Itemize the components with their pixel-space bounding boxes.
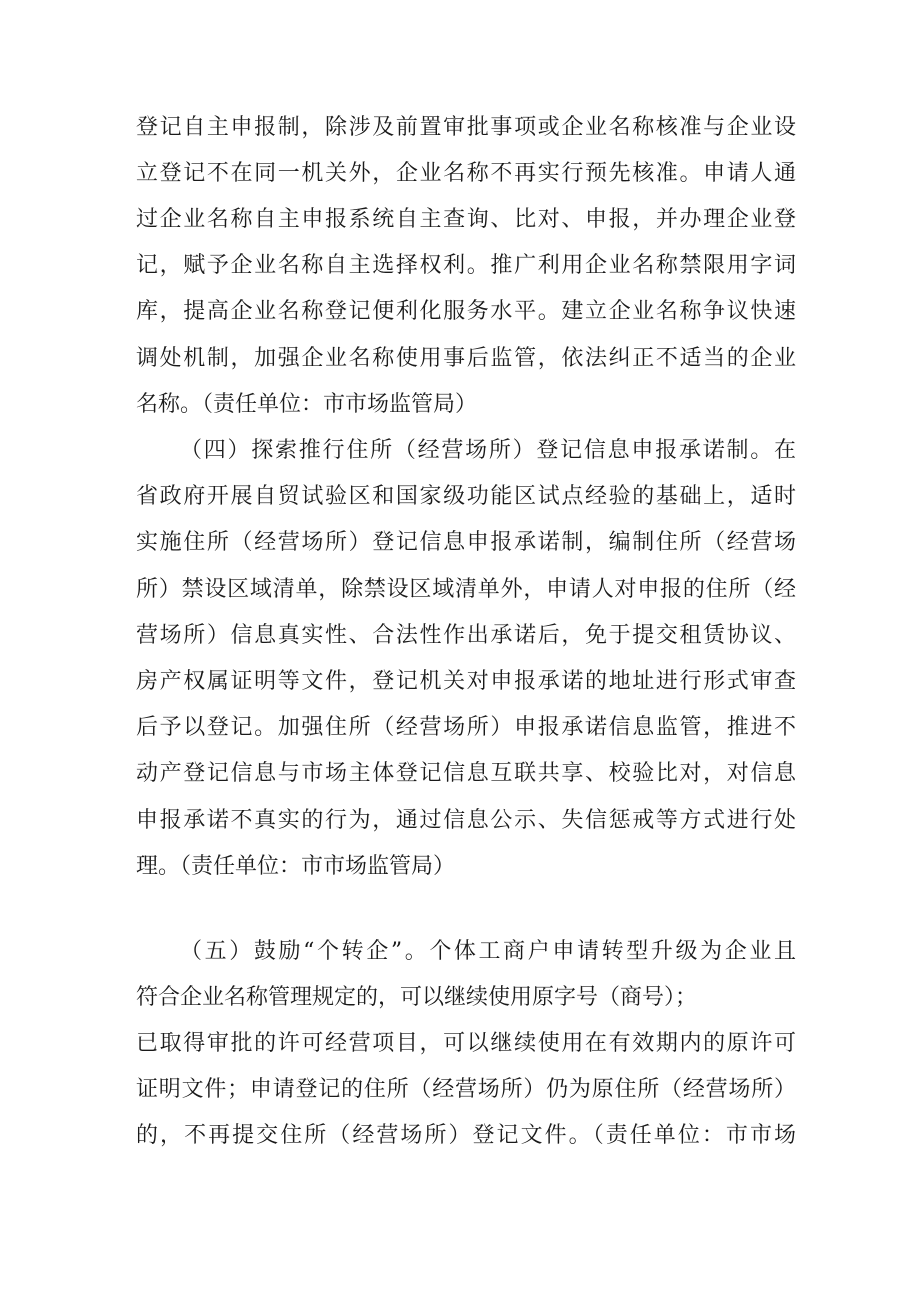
text-line: 名称。（责任单位：市市场监管局）: [136, 392, 478, 417]
text-line: 的，不再提交住所（经营场所）登记文件。（责任单位：市市场: [136, 1123, 796, 1148]
text-line: 库，提高企业名称登记便利化服务水平。建立企业名称争议快速: [136, 299, 796, 324]
text-line: 证明文件；申请登记的住所（经营场所）仍为原住所（经营场所）: [136, 1077, 796, 1102]
text-line: 已取得审批的许可经营项目，可以继续使用在有效期内的原许可: [136, 1031, 796, 1056]
section-heading-line: （四）探索推行住所（经营场所）登记信息申报承诺制。在: [180, 438, 796, 463]
section-heading-line: （五）鼓励“个转企”。个体工商户申请转型升级为企业且: [180, 939, 796, 964]
text-line: 过企业名称自主申报系统自主查询、比对、申报，并办理企业登: [136, 207, 796, 232]
text-line: 符合企业名称管理规定的，可以继续使用原字号（商号）；: [136, 985, 698, 1010]
text-line: 动产登记信息与市场主体登记信息互联共享、校验比对，对信息: [136, 761, 796, 786]
text-line: 登记自主申报制，除涉及前置审批事项或企业名称核准与企业设: [136, 115, 796, 140]
text-line: 申报承诺不真实的行为，通过信息公示、失信惩戒等方式进行处: [136, 808, 796, 833]
text-line: 营场所）信息真实性、合法性作出承诺后，免于提交租赁协议、: [136, 623, 796, 648]
text-line: 实施住所（经营场所）登记信息申报承诺制，编制住所（经营场: [136, 530, 796, 555]
text-line: 房产权属证明等文件，登记机关对申报承诺的地址进行形式审查: [136, 669, 796, 694]
text-line: 后予以登记。加强住所（经营场所）申报承诺信息监管，推进不: [136, 715, 796, 740]
text-line: 调处机制，加强企业名称使用事后监管，依法纠正不适当的企业: [136, 346, 796, 371]
text-line: 理。（责任单位：市市场监管局）: [136, 854, 456, 879]
text-line: 立登记不在同一机关外，企业名称不再实行预先核准。申请人通: [136, 161, 796, 186]
text-line: 记，赋予企业名称自主选择权利。推广利用企业名称禁限用字词: [136, 253, 796, 278]
text-line: 省政府开展自贸试验区和国家级功能区试点经验的基础上，适时: [136, 484, 796, 509]
text-line: 所）禁设区域清单，除禁设区域清单外，申请人对申报的住所（经: [136, 577, 796, 602]
